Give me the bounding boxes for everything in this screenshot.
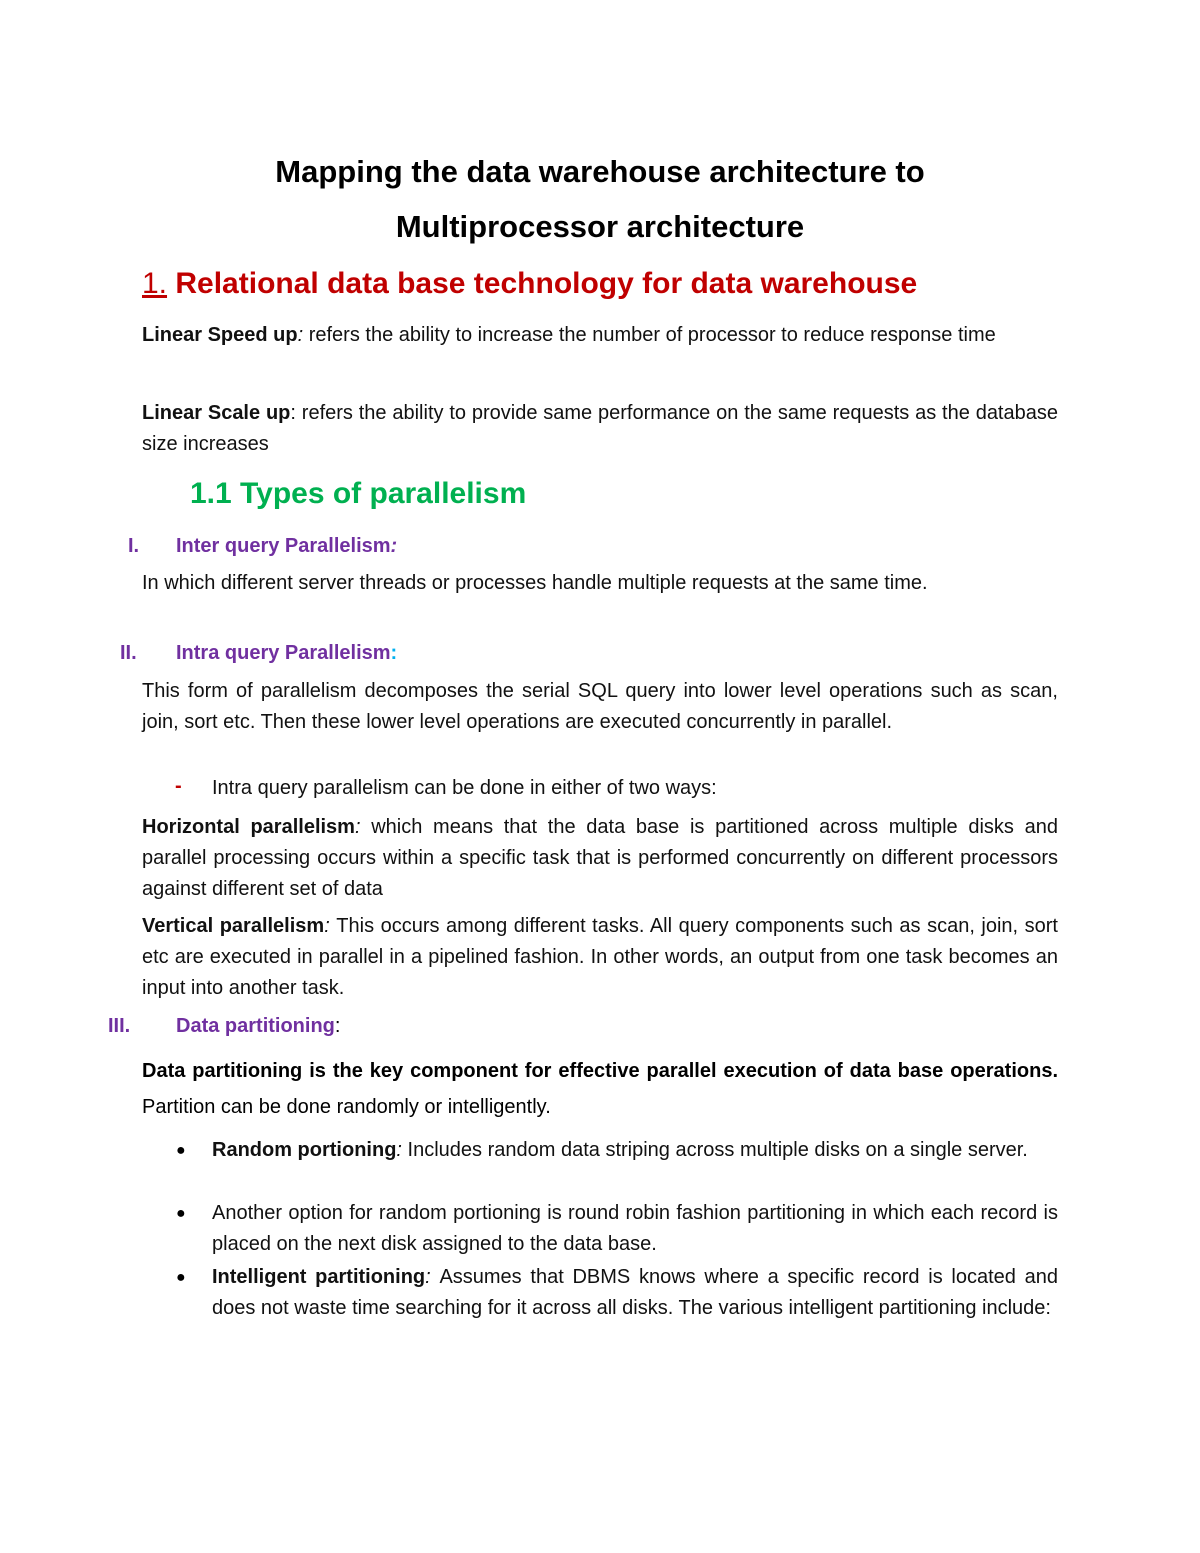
document-title-line-2: Multiprocessor architecture: [395, 209, 805, 244]
dash-marker: -: [175, 775, 182, 797]
section-1-title: Relational data base technology for data warehouse: [175, 267, 918, 300]
horizontal-parallelism-text: which means that the data base is partitioned across multiple disks and parallel processing occurs within a specific task that is performed concurrently on different processors against different set of data: [142, 816, 1058, 900]
bullet-1-text: Includes random data striping across multiple disks on a single server.: [407, 1139, 1028, 1161]
item-1-label: Inter query Parallelism:: [176, 535, 398, 557]
linear-speed-up-paragraph: Linear Speed up: refers the ability to increase the number of processor to reduce response time: [142, 324, 996, 346]
vertical-parallelism-text: This occurs among different tasks. All query components such as scan, join, sort etc are executed in parallel in a pipelined fashion. In other words, an output from one task becomes an input into another task.: [142, 915, 1058, 999]
vertical-parallelism-term: Vertical parallelism: [142, 915, 325, 937]
linear-scale-up-paragraph: Linear Scale up: refers the ability to provide same performance on the same requests as the database size increases: [142, 402, 1058, 455]
bullet-icon: ●: [176, 1205, 186, 1222]
bullet-intelligent-partitioning: Intelligent partitioning: Assumes that DBMS knows where a specific record is located and does not waste time searching for it across all disks. The various intelligent partitioning include:: [212, 1266, 1058, 1319]
bullet-icon: ●: [176, 1269, 186, 1286]
section-1-number: 1.: [142, 267, 168, 300]
data-partitioning-intro-bold: Data partitioning is the key component for effective parallel execution of data base operations.: [142, 1060, 1058, 1082]
bullet-icon: ●: [176, 1142, 186, 1159]
section-1-heading: [142, 267, 917, 301]
horizontal-parallelism-paragraph: Horizontal parallelism: which means that the data base is partitioned across multiple disks and parallel processing occurs within a specific task that is performed concurrently on different processors against different set of data: [142, 816, 1058, 900]
horizontal-parallelism-term: Horizontal parallelism: [142, 816, 355, 838]
document-title-line-1: Mapping the data warehouse architecture to: [275, 154, 925, 189]
item-1-paragraph: In which different server threads or processes handle multiple requests at the same time.: [142, 572, 928, 594]
linear-speed-up-text: refers the ability to increase the number of processor to reduce response time: [308, 324, 996, 346]
item-2-label: Intra query Parallelism:: [176, 642, 398, 664]
linear-scale-up-text: refers the ability to provide same performance on the same requests as the database size increases: [142, 402, 1058, 455]
linear-speed-up-term: Linear Speed up: [142, 324, 298, 346]
data-partitioning-intro-rest: Partition can be done randomly or intelligently.: [142, 1096, 551, 1118]
bullet-3-term: Intelligent partitioning: [212, 1266, 426, 1288]
item-2-label-text: Intra query Parallelism: [176, 642, 391, 664]
item-2-numeral: II.: [120, 642, 137, 664]
vertical-parallelism-paragraph: Vertical parallelism: This occurs among different tasks. All query components such as scan, join, sort etc are executed in parallel in a pipelined fashion. In other words, an output from one task becomes an input into another task.: [142, 915, 1058, 999]
item-3-label-text: Data partitioning: [176, 1015, 335, 1037]
linear-scale-up-term: Linear Scale up: [142, 402, 291, 424]
item-3-label: Data partitioning:: [176, 1015, 341, 1037]
bullet-3-text: Assumes that DBMS knows where a specific record is located and does not waste time searching for it across all disks. The various intelligent partitioning include:: [212, 1266, 1058, 1319]
item-2-paragraph: This form of parallelism decomposes the serial SQL query into lower level operations such as scan, join, sort etc. Then these lower level operations are executed concurrently in parallel.: [142, 680, 1058, 733]
data-partitioning-intro: [142, 1053, 1058, 1125]
bullet-round-robin: Another option for random portioning is round robin fashion partitioning in which each record is placed on the next disk assigned to the data base.: [212, 1202, 1058, 1255]
bullet-random-portioning: Random portioning: Includes random data striping across multiple disks on a single server.: [212, 1139, 1028, 1161]
item-3-numeral: III.: [108, 1015, 131, 1037]
dash-item-text: Intra query parallelism can be done in either of two ways:: [212, 777, 717, 799]
bullet-1-term: Random portioning: [212, 1139, 397, 1161]
subsection-heading: 1.1 Types of parallelism: [190, 477, 527, 510]
item-1-label-text: Inter query Parallelism: [176, 535, 391, 557]
item-1-numeral: I.: [128, 535, 140, 557]
